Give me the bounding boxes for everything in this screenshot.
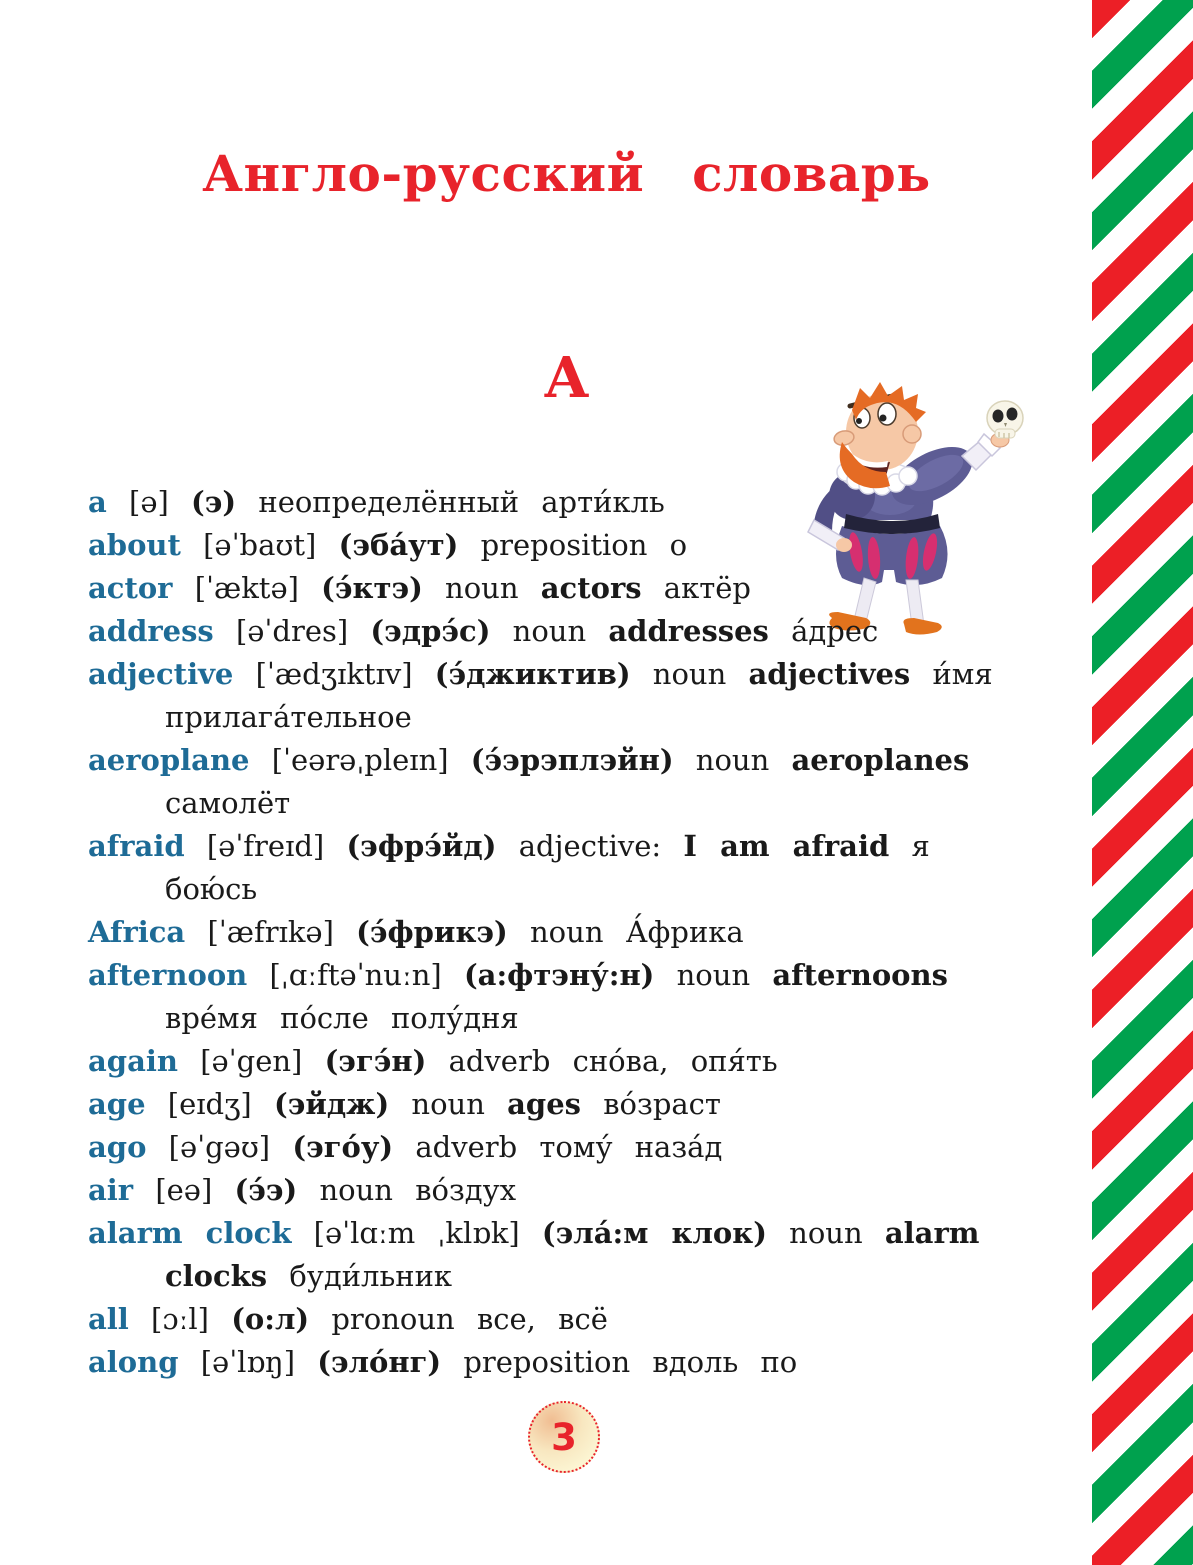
part-of-speech: adverb [448, 1044, 551, 1078]
ipa-transcription: [ˈeərəˌpleɪn] [271, 743, 449, 777]
translation: а́дрес [791, 614, 879, 648]
entry-line [88, 825, 1018, 868]
ru-pronunciation: (э́джиктив) [434, 657, 631, 691]
ipa-transcription: [əˈlɒŋ] [200, 1345, 296, 1379]
dictionary-entry [88, 1083, 1018, 1126]
part-of-speech: noun [695, 743, 770, 777]
part-of-speech: noun [319, 1173, 393, 1207]
dictionary-entry [88, 1126, 1018, 1169]
part-of-speech: noun [445, 571, 519, 605]
plural-form: adjectives [748, 657, 911, 691]
headword: ago [88, 1130, 147, 1164]
ipa-transcription: [eə] [155, 1173, 213, 1207]
dictionary-entry [88, 1298, 1018, 1341]
translation: неопределённый арти́кль [258, 485, 665, 519]
translation: актёр [663, 571, 751, 605]
plural-form: I am afraid [683, 829, 890, 863]
ru-pronunciation: (эла́:м клок) [541, 1216, 767, 1250]
dictionary-entry [88, 524, 1018, 567]
ipa-transcription: [ˈæktə] [194, 571, 299, 605]
entry-line [88, 954, 1018, 997]
translation: и́мя [932, 657, 993, 691]
translation: я [911, 829, 930, 863]
headword: adjective [88, 657, 234, 691]
translation: бою́сь [165, 872, 258, 906]
translation: тому́ наза́д [539, 1130, 723, 1164]
dictionary-entry [88, 1341, 1018, 1384]
plural-form: afternoons [772, 958, 948, 992]
plural-form: alarm [884, 1216, 980, 1250]
ipa-transcription: [ə] [129, 485, 169, 519]
entry-line [88, 739, 1018, 782]
headword: Africa [88, 915, 186, 949]
plural-form: ages [507, 1087, 581, 1121]
ipa-transcription: [ˈædʒɪktɪv] [255, 657, 413, 691]
translation: во́здух [415, 1173, 517, 1207]
dictionary-entry [88, 653, 1018, 739]
dictionary-entry [88, 610, 1018, 653]
dictionary-entry [88, 567, 1018, 610]
headword: alarm clock [88, 1216, 292, 1250]
page-number: 3 [551, 1415, 577, 1459]
ipa-transcription: [əˈgen] [200, 1044, 303, 1078]
dictionary-entry [88, 954, 1018, 1040]
entry-line [88, 997, 1018, 1040]
entry-line [88, 1341, 1018, 1384]
entries-list [88, 481, 1018, 1384]
ipa-transcription: [əˈlɑːm ˌklɒk] [313, 1216, 520, 1250]
entry-line [88, 1255, 1018, 1298]
entry-line [88, 653, 1018, 696]
ipa-transcription: [əˈbaʊt] [203, 528, 317, 562]
ipa-transcription: [ˈæfrɪkə] [207, 915, 334, 949]
part-of-speech: pronoun [331, 1302, 455, 1336]
entry-line [88, 1298, 1018, 1341]
headword: along [88, 1345, 179, 1379]
ipa-transcription: [əˈfreɪd] [206, 829, 325, 863]
ru-pronunciation: (эдрэ́с) [370, 614, 491, 648]
headword: all [88, 1302, 129, 1336]
entry-line [88, 911, 1018, 954]
plural-form: clocks [165, 1259, 268, 1293]
headword: aeroplane [88, 743, 250, 777]
translation: во́зраст [603, 1087, 721, 1121]
translation: буди́льник [289, 1259, 453, 1293]
ru-pronunciation: (эба́ут) [338, 528, 459, 562]
headword: about [88, 528, 181, 562]
translation: о [669, 528, 688, 562]
dictionary-entry [88, 481, 1018, 524]
dictionary-entry [88, 1212, 1018, 1298]
page-title: Англо-русский словарь [202, 144, 931, 203]
ru-pronunciation: (э́эрэплэйн) [470, 743, 674, 777]
ru-pronunciation: (эгэ́н) [324, 1044, 427, 1078]
section-letter: A [544, 345, 589, 411]
translation: все, всё [476, 1302, 608, 1336]
ipa-transcription: [ˌɑːftəˈnuːn] [269, 958, 442, 992]
page-number-badge [528, 1401, 600, 1473]
entry-line [88, 481, 1018, 524]
dictionary-entry [88, 911, 1018, 954]
translation: сно́ва, опя́ть [572, 1044, 778, 1078]
part-of-speech: noun [530, 915, 604, 949]
entry-line [88, 696, 1018, 739]
ru-pronunciation: (о:л) [231, 1302, 310, 1336]
dictionary-entry [88, 1040, 1018, 1083]
ipa-transcription: [əˈgəʊ] [168, 1130, 271, 1164]
headword: air [88, 1173, 134, 1207]
part-of-speech: adverb [415, 1130, 518, 1164]
entry-line [88, 1126, 1018, 1169]
ru-pronunciation: (а:фтэну́:н) [463, 958, 655, 992]
part-of-speech: noun [411, 1087, 485, 1121]
plural-form: addresses [608, 614, 769, 648]
part-of-speech: preposition [480, 528, 648, 562]
part-of-speech: noun [652, 657, 727, 691]
plural-form: aeroplanes [791, 743, 970, 777]
part-of-speech: noun [789, 1216, 863, 1250]
headword: actor [88, 571, 173, 605]
headword: address [88, 614, 214, 648]
ipa-transcription: [ɔːl] [151, 1302, 209, 1336]
translation: А́фрика [625, 915, 744, 949]
headword: afraid [88, 829, 185, 863]
ipa-transcription: [əˈdres] [235, 614, 349, 648]
headword: afternoon [88, 958, 248, 992]
translation: вдоль по [652, 1345, 798, 1379]
dictionary-entry [88, 1169, 1018, 1212]
translation: прилага́тельное [165, 700, 412, 734]
translation: самолёт [165, 786, 291, 820]
part-of-speech: preposition [463, 1345, 631, 1379]
ru-pronunciation: (э́э) [234, 1173, 298, 1207]
part-of-speech: adjective: [518, 829, 662, 863]
translation: вре́мя по́сле полу́дня [165, 1001, 519, 1035]
headword: age [88, 1087, 146, 1121]
ru-pronunciation: (эло́нг) [317, 1345, 442, 1379]
part-of-speech: noun [676, 958, 751, 992]
ru-pronunciation: (э́ктэ) [321, 571, 423, 605]
entry-line [88, 782, 1018, 825]
dictionary-entry [88, 825, 1018, 911]
entry-line [88, 1169, 1018, 1212]
entry-line [88, 610, 1018, 653]
entry-line [88, 524, 1018, 567]
entry-line [88, 1083, 1018, 1126]
dictionary-entry [88, 739, 1018, 825]
candy-stripe-border [1092, 0, 1193, 1565]
ipa-transcription: [eɪdʒ] [167, 1087, 252, 1121]
entry-line [88, 868, 1018, 911]
entry-line [88, 1040, 1018, 1083]
ru-pronunciation: (э́фрикэ) [356, 915, 508, 949]
part-of-speech: noun [512, 614, 587, 648]
entry-line [88, 567, 1018, 610]
headword: again [88, 1044, 178, 1078]
ru-pronunciation: (э) [191, 485, 237, 519]
ru-pronunciation: (эфрэ́йд) [346, 829, 497, 863]
plural-form: actors [540, 571, 642, 605]
headword: a [88, 485, 107, 519]
ru-pronunciation: (эйдж) [273, 1087, 390, 1121]
entry-line [88, 1212, 1018, 1255]
ru-pronunciation: (эго́у) [292, 1130, 394, 1164]
